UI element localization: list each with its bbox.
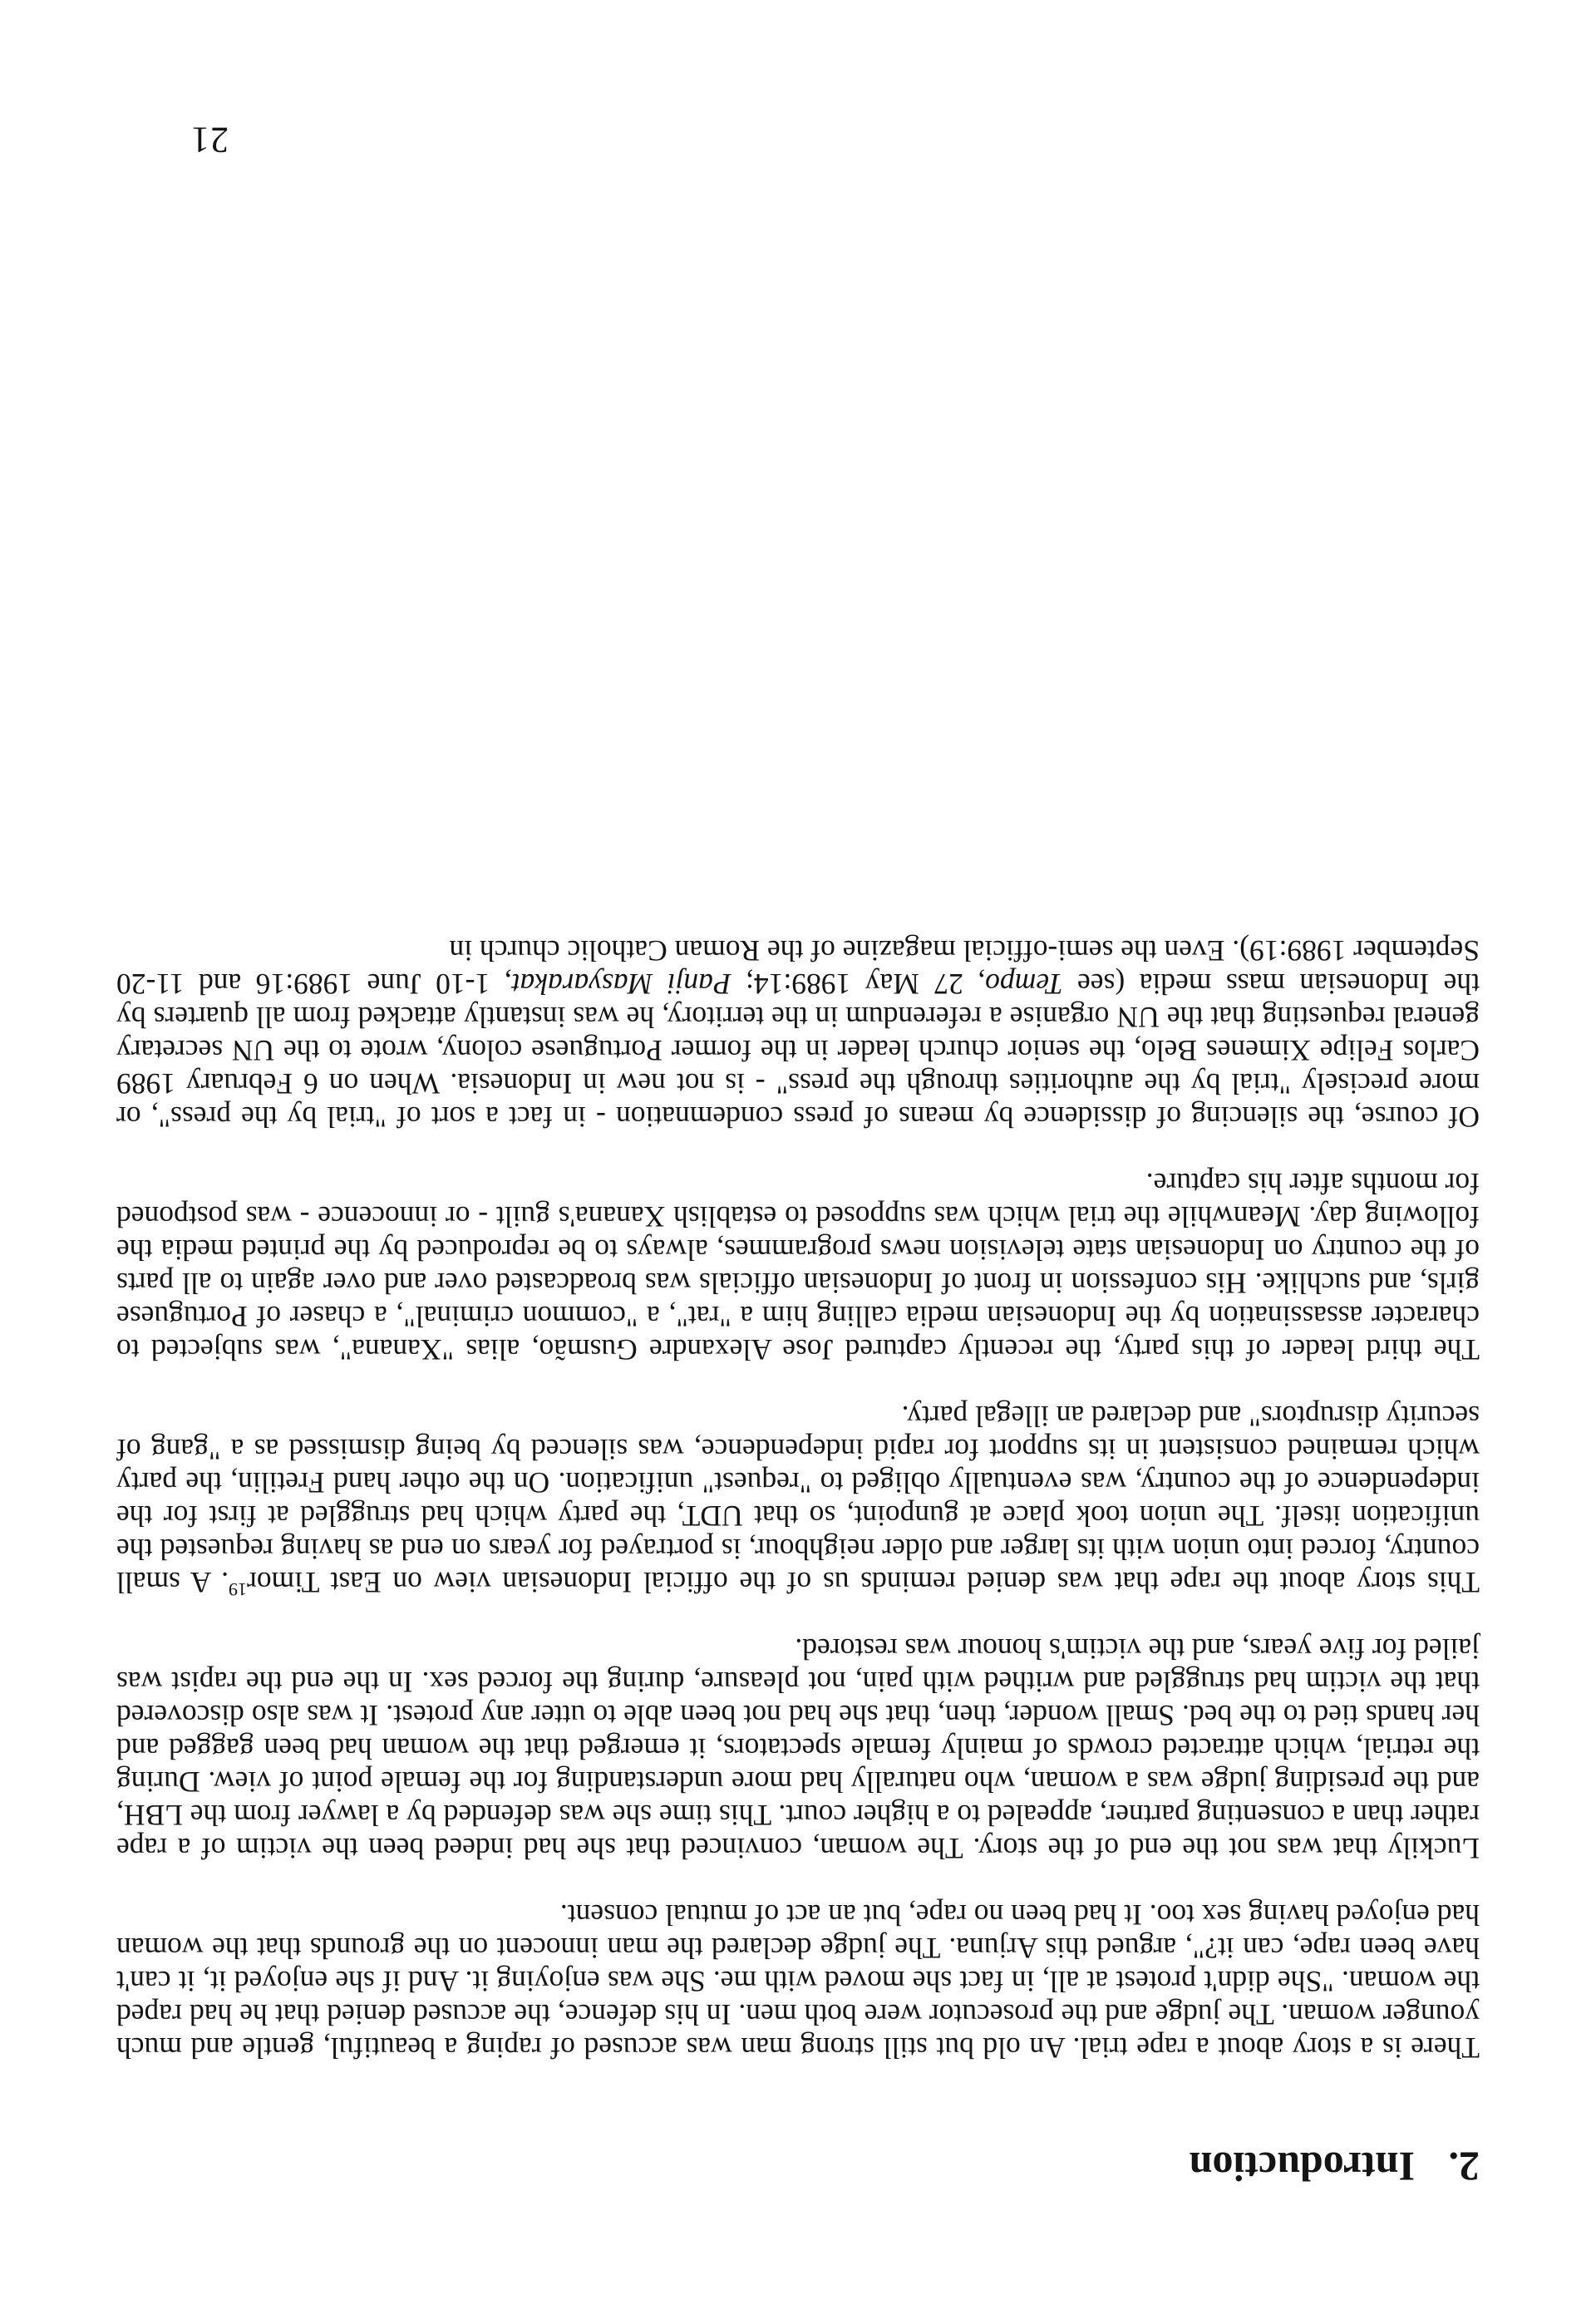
citation-title: Tempo	[985, 967, 1063, 1001]
paragraph-text: Of course, the silencing of dissidence by means of press condemnation - in fact a sort of "trial by the press", or more precisely "trial by the authorities through the press" - is not new in Indonesia. When on 6 February 1989 Carlos Felipe Ximenes Belo, the senior church leader in the former Portuguese colony, wrote to the UN secretary general requesting that the UN organise a referendum in the territory, he was instantly attacked from all quarters by the Indonesian mass media (see	[116, 967, 1480, 1134]
paragraph-text: , 1-10 June 1989:16 and 11-20 September 1989:19). Even the semi-official magazine of the Roman Catholic church in	[116, 934, 1480, 1001]
section-title: Introduction	[1189, 2144, 1415, 2190]
page-number: 21	[190, 120, 229, 160]
paragraph-text: . A small country, forced into union with its larger and older neighbour, is portrayed for years on end as having requested the unification itself. The union took place at gunpoint, so that UDT, the party which had struggled at first for the independence of the country, was eventually obliged to "request" unification. On the other hand Fretilin, the party which remained consistent in its support for rapid independence, was silenced by being dismissed as a "gang of security disruptors" and declared an illegal party.	[116, 1400, 1480, 1599]
paragraph-east-timor-view	[116, 1400, 1480, 1599]
paragraph-press-condemnation	[116, 934, 1480, 1134]
citation-title: Panji Masyarakat	[511, 967, 732, 1001]
section-number: 2.	[1448, 2144, 1480, 2190]
paragraph-retrial: Luckily that was not the end of the story. The woman, convinced that she had indeed been the victim of a rape rather than a consenting partner, appealed to a higher court. This time she was defended by a lawyer from the LBH, and the presiding judge was a woman, who naturally had more understanding for the female point of view. During the retrial, which attracted crowds of mainly female spectators, it emerged that the woman had been gagged and her hands tied to the bed. Small wonder, then, that she had not been able to utter any protest. It was also discovered that the victim had struggled and writhed with pain, not pleasure, during the forced sex. In the end the rapist was jailed for five years, and the victim's honour was restored.	[116, 1632, 1480, 1865]
paragraph-text: This story about the rape that was denied reminds us of the official Indonesian view on East Timor	[246, 1566, 1480, 1599]
section-heading	[1190, 2143, 1480, 2191]
footnote-marker: 19	[228, 1578, 247, 1600]
paragraph-rape-trial: There is a story about a rape trial. An old but still strong man was accused of raping a beautiful, gentle and much younger woman. The judge and the prosecutor were both men. In his defence, the accused denied that he had raped the woman. "She didn't protest at all, in fact she moved with me. She was enjoying it. And if she enjoyed it, it can't have been rape, can it?", argued this Arjuna. The judge declared the man innocent on the grounds that the woman had enjoyed having sex too. It had been no rape, but an act of mutual consent.	[116, 1898, 1480, 2065]
body-text	[116, 934, 1480, 2065]
paragraph-xanana: The third leader of this party, the recently captured Jose Alexandre Gusmão, alias "Xanana", was subjected to character assassination by the Indonesian media calling him a "rat", a "common criminal", a chaser of Portuguese girls, and suchlike. His confession in front of Indonesian officials was broadcasted over and over again to all parts of the country on Indonesian state television news programmes, always to be reproduced by the printed media the following day. Meanwhile the trial which was supposed to establish Xanana's guilt - or innocence - was postponed for months after his capture.	[116, 1167, 1480, 1366]
paragraph-text: , 27 May 1989:14;	[731, 967, 986, 1001]
